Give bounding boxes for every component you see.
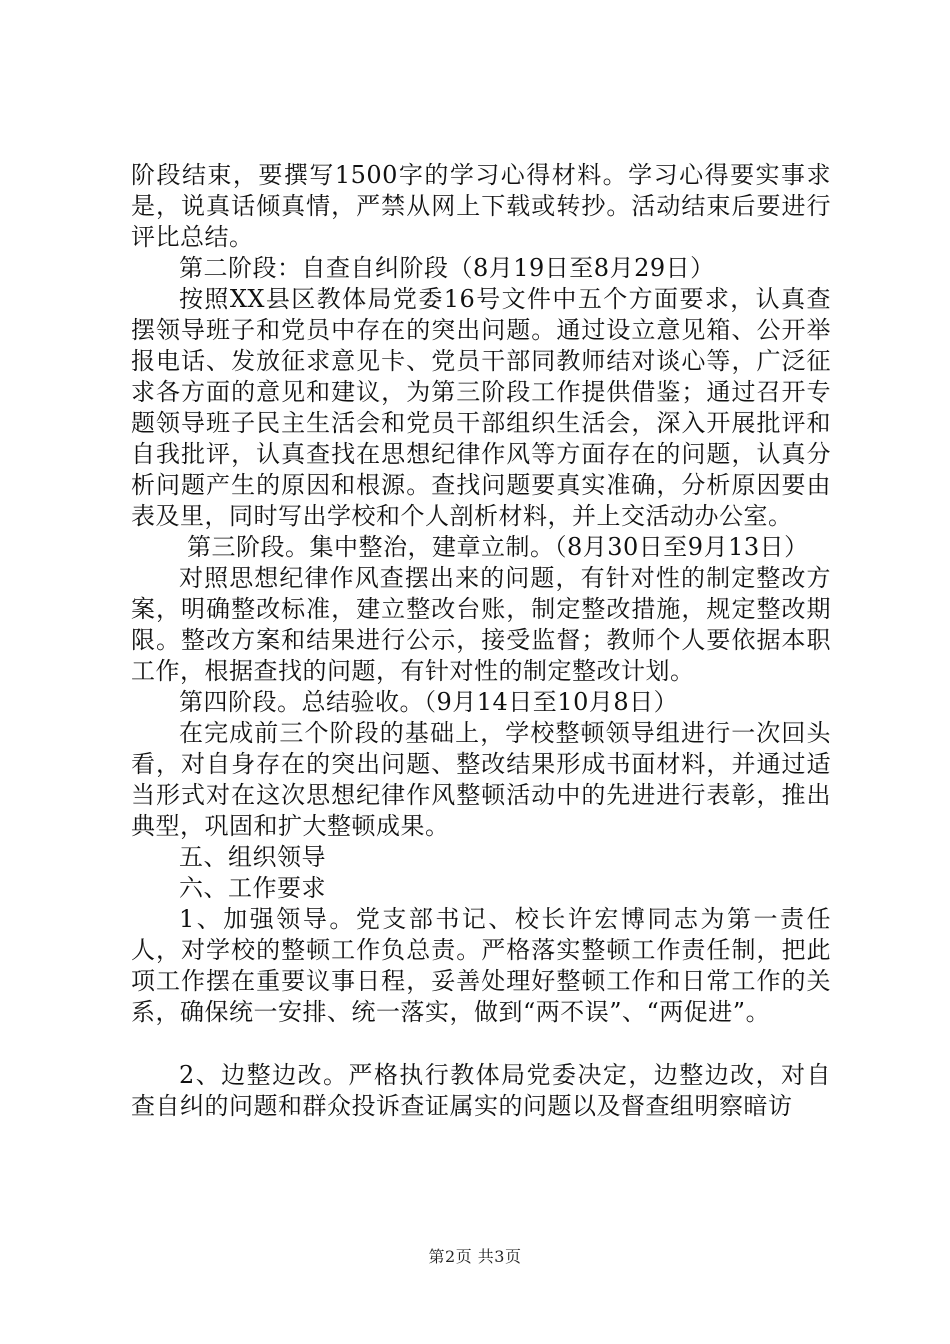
heading-stage-three: 第三阶段。集中整治，建章立制。（8月30日至9月13日）	[187, 533, 809, 561]
paragraph-stage-one-ending: 阶段结束，要撰写1500字的学习心得材料。学习心得要实事求是，说真话倾真情，严禁从网上下载或转抄。活动结束后要进行评比总结。	[131, 161, 831, 251]
paragraph-stage-three: 对照思想纪律作风查摆出来的问题，有针对性的制定整改方案，明确整改标准，建立整改台账，制定整改措施，规定整改期限。整改方案和结果进行公示，接受监督；教师个人要依据本职工作，根据查找的问题，有针对性的制定整改计划。	[131, 564, 831, 685]
heading-section-five: 五、组织领导	[179, 843, 326, 871]
paragraph-stage-four: 在完成前三个阶段的基础上，学校整顿领导组进行一次回头看，对自身存在的突出问题、整改结果形成书面材料，并通过适当形式对在这次思想纪律作风整顿活动中的先进进行表彰，推出典型，巩固和扩大整顿成果。	[131, 719, 831, 840]
paragraph-stage-two: 按照XX县区教体局党委16号文件中五个方面要求，认真查摆领导班子和党员中存在的突出问题。通过设立意见箱、公开举报电话、发放征求意见卡、党员干部同教师结对谈心等，广泛征求各方面的意见和建议，为第三阶段工作提供借鉴；通过召开专题领导班子民主生活会和党员干部组织生活会，深入开展批评和自我批评，认真查找在思想纪律作风等方面存在的问题，认真分析问题产生的原因和根源。查找问题要真实准确，分析原因要由表及里，同时写出学校和个人剖析材料，并上交活动办公室。	[131, 285, 831, 530]
paragraph-requirement-two: 2、边整边改。严格执行教体局党委决定，边整边改，对自查自纠的问题和群众投诉查证属实的问题以及督查组明察暗访	[131, 1061, 831, 1120]
paragraph-gap	[131, 1028, 831, 1060]
paragraph-requirement-one: 1、加强领导。党支部书记、校长许宏博同志为第一责任人，对学校的整顿工作负总责。严格落实整顿工作责任制，把此项工作摆在重要议事日程，妥善处理好整顿工作和日常工作的关系，确保统一安排、统一落实，做到“两不误”、“两促进”。	[131, 905, 831, 1026]
heading-stage-two: 第二阶段：自查自纠阶段（8月19日至8月29日）	[179, 254, 715, 282]
heading-section-six: 六、工作要求	[179, 874, 326, 902]
page-footer: 第2页 共3页	[428, 1247, 522, 1266]
document-body	[131, 160, 831, 1122]
heading-stage-four: 第四阶段。总结验收。（9月14日至10月8日）	[179, 688, 679, 716]
